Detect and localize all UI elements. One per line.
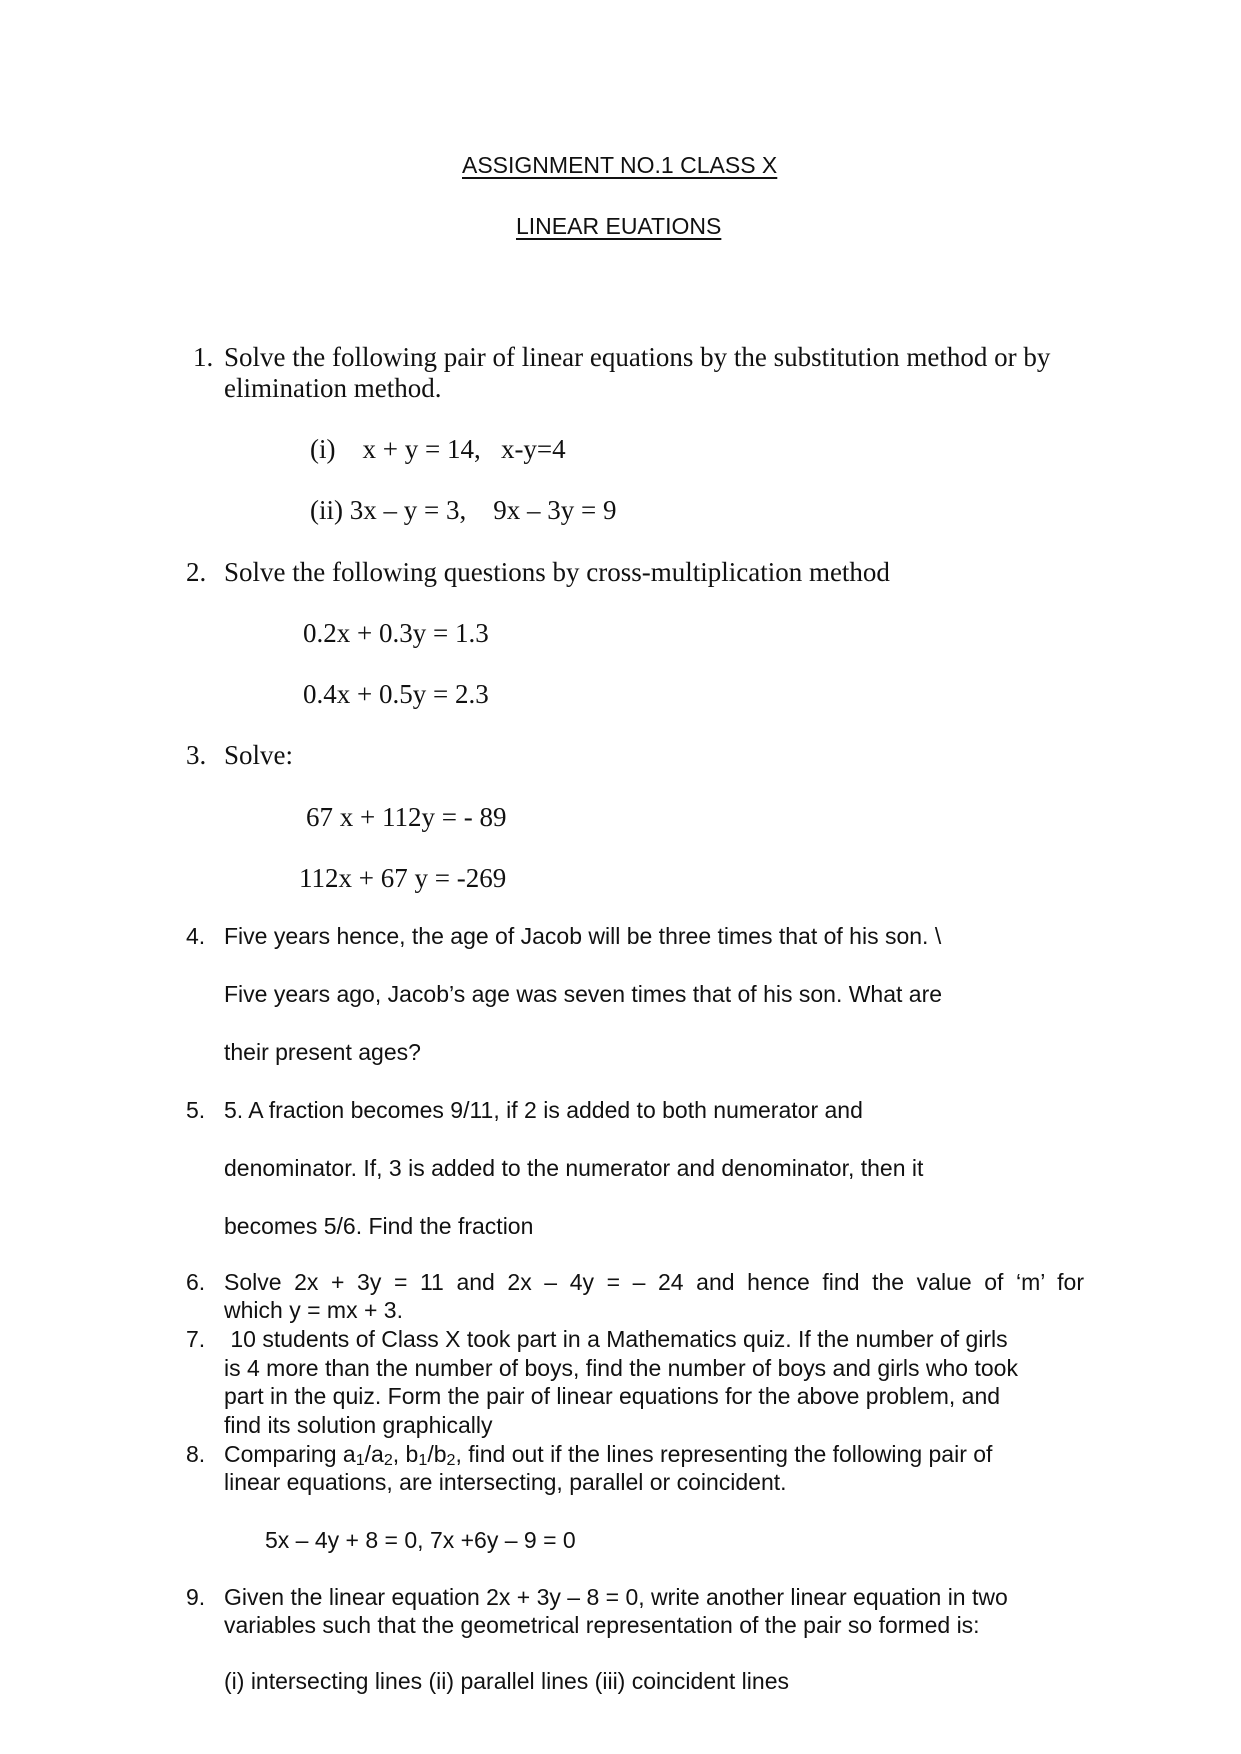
q3-equation-2: 112x + 67 y = -269 (299, 863, 507, 893)
q2-equation-1: 0.2x + 0.3y = 1.3 (303, 618, 489, 648)
q8-subscript: 2 (446, 1451, 456, 1470)
q4-text-line3: their present ages? (224, 1039, 421, 1065)
page-subtitle: LINEAR EUATIONS (516, 213, 722, 239)
q7-text-line4: find its solution graphically (224, 1412, 493, 1438)
q8-text-line2: linear equations, are intersecting, parallel or coincident. (224, 1469, 787, 1495)
q1-equation-ii: (ii) 3x – y = 3, 9x – 3y = 9 (310, 495, 617, 525)
q8-text-segment: /a (364, 1441, 384, 1467)
q4-text-line2: Five years ago, Jacob’s age was seven times that of his son. What are (224, 981, 943, 1007)
q3-number: 3. (186, 740, 207, 770)
q3-text: Solve: (224, 740, 294, 770)
q8-subscript: 2 (383, 1451, 393, 1470)
q1-text-line1: Solve the following pair of linear equations by the substitution method or by (224, 342, 1051, 372)
q2-text: Solve the following questions by cross-multiplication method (224, 557, 890, 587)
q7-number: 7. (186, 1326, 206, 1352)
q7-text-line3: part in the quiz. Form the pair of linear equations for the above problem, and (224, 1383, 1001, 1409)
q8-subscript: 1 (418, 1451, 428, 1470)
q7-text-line1: 10 students of Class X took part in a Mathematics quiz. If the number of girls (224, 1326, 1008, 1352)
q1-text-line2: elimination method. (224, 373, 442, 403)
q5-text-line2: denominator. If, 3 is added to the numerator and denominator, then it (224, 1155, 924, 1181)
q5-text-line1: 5. A fraction becomes 9/11, if 2 is added to both numerator and (224, 1097, 863, 1123)
q9-text-line2: variables such that the geometrical representation of the pair so formed is: (224, 1612, 980, 1638)
q5-number: 5. (186, 1097, 206, 1123)
q8-text-line1 (224, 1441, 992, 1468)
q9-number: 9. (186, 1584, 206, 1610)
q3-equation-1: 67 x + 112y = - 89 (306, 802, 507, 832)
q6-text-line2: which y = mx + 3. (224, 1297, 403, 1323)
q6-text-line1: Solve 2x + 3y = 11 and 2x – 4y = – 24 and hence find the value of ‘m’ for (224, 1269, 1084, 1295)
q9-text-line3: (i) intersecting lines (ii) parallel lines (iii) coincident lines (224, 1668, 789, 1694)
q5-text-line3: becomes 5/6. Find the fraction (224, 1213, 534, 1239)
q1-equation-i: (i) x + y = 14, x-y=4 (310, 434, 566, 464)
q6-number: 6. (186, 1269, 206, 1295)
q8-text-segment: /b (427, 1441, 447, 1467)
q4-text-line1: Five years hence, the age of Jacob will be three times that of his son. \ (224, 923, 942, 949)
q8-text-segment: , find out if the lines representing the following pair of (455, 1441, 993, 1467)
q4-number: 4. (186, 923, 206, 949)
q8-text-segment: Comparing a (224, 1441, 356, 1467)
page-title: ASSIGNMENT NO.1 CLASS X (462, 152, 778, 178)
q8-text-segment: , b (392, 1441, 419, 1467)
q7-text-line2: is 4 more than the number of boys, find the number of boys and girls who took (224, 1355, 1018, 1381)
q1-number: 1. (193, 342, 214, 372)
q9-text-line1: Given the linear equation 2x + 3y – 8 = 0, write another linear equation in two (224, 1584, 1008, 1610)
q2-equation-2: 0.4x + 0.5y = 2.3 (303, 679, 489, 709)
q2-number: 2. (186, 557, 207, 587)
q8-number: 8. (186, 1441, 206, 1467)
q8-equation: 5x – 4y + 8 = 0, 7x +6y – 9 = 0 (265, 1527, 576, 1553)
q8-subscript: 1 (355, 1451, 365, 1470)
